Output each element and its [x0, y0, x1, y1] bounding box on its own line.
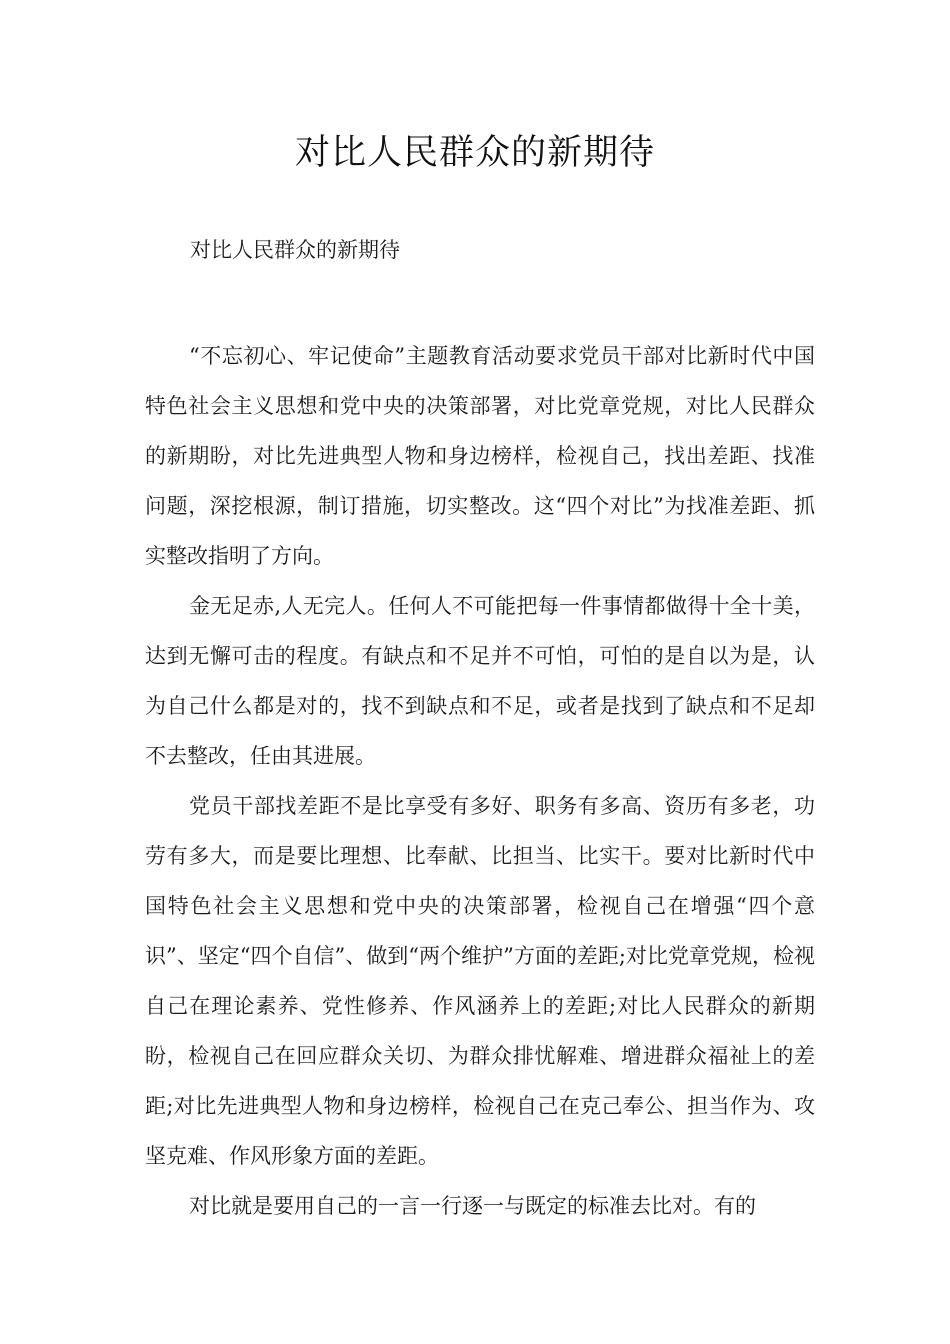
paragraph-1: “不忘初心、牢记使命”主题教育活动要求党员干部对比新时代中国特色社会主义思想和党中央的决策部署，对比党章党规，对比人民群众的新期盼，对比先进典型人物和身边榜样，检视自己，找出差距、找准问题，深挖根源，制订措施，切实整改。这“四个对比”为找准差距、抓实整改指明了方向。: [145, 344, 815, 568]
paragraph-4: 对比就是要用自己的一言一行逐一与既定的标准去比对。有的: [189, 1194, 756, 1218]
document-title: 对比人民群众的新期待: [294, 133, 655, 173]
paragraph-2: 金无足赤,人无完人。任何人不可能把每一件事情都做得十全十美，达到无懈可击的程度。有缺点和不足并不可怕，可怕的是自以为是，认为自己什么都是对的，找不到缺点和不足，或者是找到了缺点和不足却不去整改，任由其进展。: [145, 594, 815, 768]
paragraph-3: 党员干部找差距不是比享受有多好、职务有多高、资历有多老，功劳有多大，而是要比理想、比奉献、比担当、比实干。要对比新时代中国特色社会主义思想和党中央的决策部署，检视自己在增强“四个意识”、坚定“四个自信”、做到“两个维护”方面的差距;对比党章党规，检视自己在理论素养、党性修养、作风涵养上的差距;对比人民群众的新期盼，检视自己在回应群众关切、为群众排忧解难、增进群众福祉上的差距;对比先进典型人物和身边榜样，检视自己在克己奉公、担当作为、攻坚克难、作风形象方面的差距。: [145, 794, 815, 1168]
document-body: [145, 331, 815, 1231]
document-subtitle: 对比人民群众的新期待: [190, 238, 400, 262]
